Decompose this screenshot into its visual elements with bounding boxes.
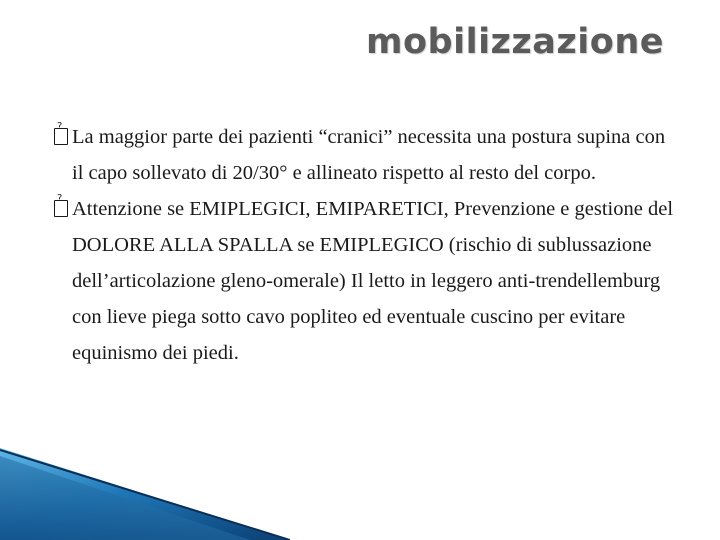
bullet-text: La maggior parte dei pazienti “cranici” necessita una postura supina con il capo sollevato di 20/30° e allineato rispetto al resto del corpo.: [72, 126, 666, 184]
slide-title: mobilizzazione: [366, 22, 664, 62]
bullet-item: [54, 119, 676, 191]
square-bullet-icon: [54, 200, 68, 217]
bullet-list: [54, 119, 676, 371]
corner-wedge-shadow: [0, 456, 250, 540]
square-bullet-icon: [54, 128, 68, 145]
bullet-item: [54, 191, 676, 371]
corner-decoration: [0, 448, 290, 540]
bullet-text: Attenzione se EMIPLEGICI, EMIPARETICI, Prevenzione e gestione del DOLORE ALLA SPALLA se EMIPLEGICO (rischio di sublussazione dell’articolazione gleno-omerale) Il letto in leggero anti-trendellemburg con lieve piega sotto cavo popliteo ed eventuale cuscino per evitare equinismo dei piedi.: [72, 198, 674, 364]
